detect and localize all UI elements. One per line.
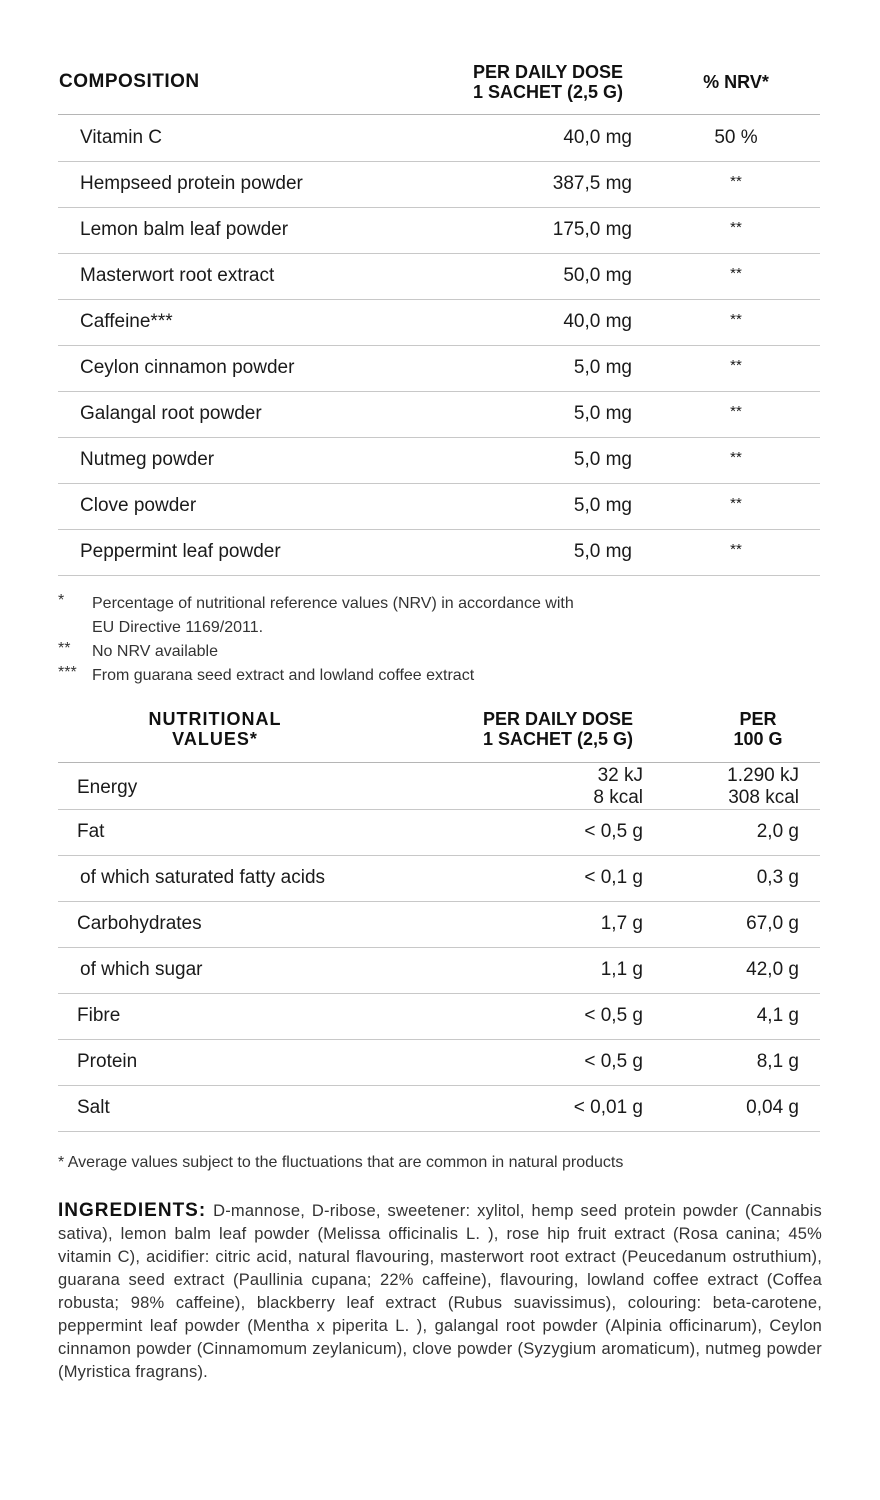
nutrition-row [58, 993, 820, 1040]
row-name: Caffeine*** [80, 311, 173, 332]
row-name: Fat [77, 821, 105, 842]
footnote-mark: ** [58, 640, 71, 657]
dose-header-line1: PER DAILY DOSE [482, 709, 634, 729]
row-name: Clove powder [80, 495, 197, 516]
row-nrv: ** [730, 495, 742, 512]
row-name: Protein [77, 1051, 138, 1072]
row-per100-value: 2,0 g [756, 821, 799, 842]
nutrition-row [58, 947, 820, 994]
row-name: Galangal root powder [80, 403, 262, 424]
row-name: Masterwort root extract [80, 265, 275, 286]
row-nrv: ** [730, 265, 742, 282]
row-amount: 175,0 mg [552, 219, 632, 240]
row-amount: 40,0 mg [563, 127, 632, 148]
row-nrv: ** [730, 541, 742, 558]
nutrition-title-line2: VALUES* [172, 729, 258, 749]
nutrition-row-energy [58, 763, 820, 810]
per100-line2: 100 G [733, 729, 783, 749]
dose-header-line2: 1 SACHET (2,5 G) [472, 82, 624, 102]
footnote-text: From guarana seed extract and lowland coffee extract [92, 667, 475, 684]
row-name: Hempseed protein powder [80, 173, 303, 194]
energy-kj: 1.290 kJ [727, 765, 799, 786]
composition-row [58, 529, 820, 576]
row-amount: 5,0 mg [573, 357, 632, 378]
row-dose-value: < 0,01 g [573, 1097, 643, 1118]
row-name: Ceylon cinnamon powder [80, 357, 295, 378]
row-amount: 5,0 mg [573, 541, 632, 562]
row-name: Nutmeg powder [80, 449, 215, 470]
nutrition-title-line1: NUTRITIONAL [148, 709, 282, 729]
row-name: Vitamin C [80, 127, 163, 148]
nutrition-row [58, 1085, 820, 1132]
row-dose-value: < 0,5 g [584, 1051, 643, 1072]
row-name: Energy [77, 777, 138, 798]
row-amount: 387,5 mg [552, 173, 632, 194]
nutrition-row [58, 809, 820, 856]
ingredients-paragraph [58, 1199, 822, 1384]
row-name: Salt [77, 1097, 110, 1118]
row-name: Peppermint leaf powder [80, 541, 281, 562]
row-name: Lemon balm leaf powder [80, 219, 289, 240]
dose-header-line2: 1 SACHET (2,5 G) [482, 729, 634, 749]
row-dose-value [593, 765, 643, 809]
row-name: Carbohydrates [77, 913, 202, 934]
row-per100-value: 0,3 g [756, 867, 799, 888]
footnote-mark: *** [58, 664, 77, 681]
row-dose-value: 1,7 g [600, 913, 643, 934]
footnote-text: EU Directive 1169/2011. [92, 619, 264, 636]
row-per100-value: 67,0 g [746, 913, 799, 934]
ingredients-text: D-mannose, D-ribose, sweetener: xylitol, hemp seed protein powder (Cannabis sativa), lemon balm leaf powder (Melissa officinalis L. ), rose hip fruit extract (Rosa canina; 45% vitamin C), acidifier: citric acid, natural flavouring, masterwort root extract (Peucedanum ostruthium), guarana seed extract (Paullinia cupana; 22% caffeine), flavouring, lowland coffee extract (Coffea robusta; 98% caffeine), blackberry leaf extract (Rubus suavissimus), colouring: beta-carotene, peppermint leaf powder (Mentha x piperita L. ), galangal root powder (Alpinia officinarum), Ceylon cinnamon powder (Cinnamomum zeylanicum), clove powder (Syzygium aromaticum), nutmeg powder (Myristica fragrans). [58, 1202, 822, 1381]
composition-row [58, 437, 820, 484]
row-dose-value: 1,1 g [600, 959, 643, 980]
energy-kcal: 8 kcal [593, 787, 643, 808]
row-amount: 40,0 mg [563, 311, 632, 332]
composition-row [58, 483, 820, 530]
energy-kcal: 308 kcal [728, 787, 799, 808]
composition-row [58, 161, 820, 208]
row-name: of which saturated fatty acids [80, 867, 326, 888]
row-nrv: ** [730, 173, 742, 190]
composition-row [58, 207, 820, 254]
row-per100-value [727, 765, 799, 809]
row-nrv: 50 % [714, 127, 758, 148]
row-name: of which sugar [80, 959, 203, 980]
row-amount: 5,0 mg [573, 403, 632, 424]
row-per100-value: 42,0 g [746, 959, 799, 980]
composition-row [58, 299, 820, 346]
composition-nrv-header: % NRV* [703, 72, 769, 92]
footnote-text: No NRV available [92, 643, 218, 660]
nutrition-row [58, 901, 820, 948]
row-per100-value: 0,04 g [746, 1097, 799, 1118]
nutrition-dose-header [450, 709, 666, 749]
composition-dose-header [440, 62, 656, 102]
composition-row [58, 115, 820, 162]
nutrition-title [100, 709, 330, 749]
row-nrv: ** [730, 403, 742, 420]
row-amount: 5,0 mg [573, 449, 632, 470]
row-dose-value: < 0,1 g [584, 867, 643, 888]
row-name: Fibre [77, 1005, 121, 1026]
row-dose-value: < 0,5 g [584, 821, 643, 842]
ingredients-label: INGREDIENTS: [58, 1200, 207, 1221]
row-per100-value: 8,1 g [756, 1051, 799, 1072]
footnote-mark: * [58, 592, 65, 609]
per100-line1: PER [739, 709, 777, 729]
footnote-text: Percentage of nutritional reference values (NRV) in accordance with [92, 595, 574, 612]
row-per100-value: 4,1 g [756, 1005, 799, 1026]
nutrition-per100-header [705, 709, 811, 749]
composition-row [58, 253, 820, 300]
nutrition-note: * Average values subject to the fluctuations that are common in natural products [58, 1154, 624, 1171]
row-amount: 50,0 mg [563, 265, 632, 286]
row-nrv: ** [730, 357, 742, 374]
nutrition-row [58, 1039, 820, 1086]
row-amount: 5,0 mg [573, 495, 632, 516]
nutrition-row [58, 855, 820, 902]
energy-kj: 32 kJ [597, 765, 643, 786]
row-dose-value: < 0,5 g [584, 1005, 643, 1026]
dose-header-line1: PER DAILY DOSE [472, 62, 624, 82]
row-nrv: ** [730, 311, 742, 328]
row-nrv: ** [730, 449, 742, 466]
composition-row [58, 391, 820, 438]
composition-title: COMPOSITION [59, 71, 200, 92]
row-nrv: ** [730, 219, 742, 236]
composition-row [58, 345, 820, 392]
